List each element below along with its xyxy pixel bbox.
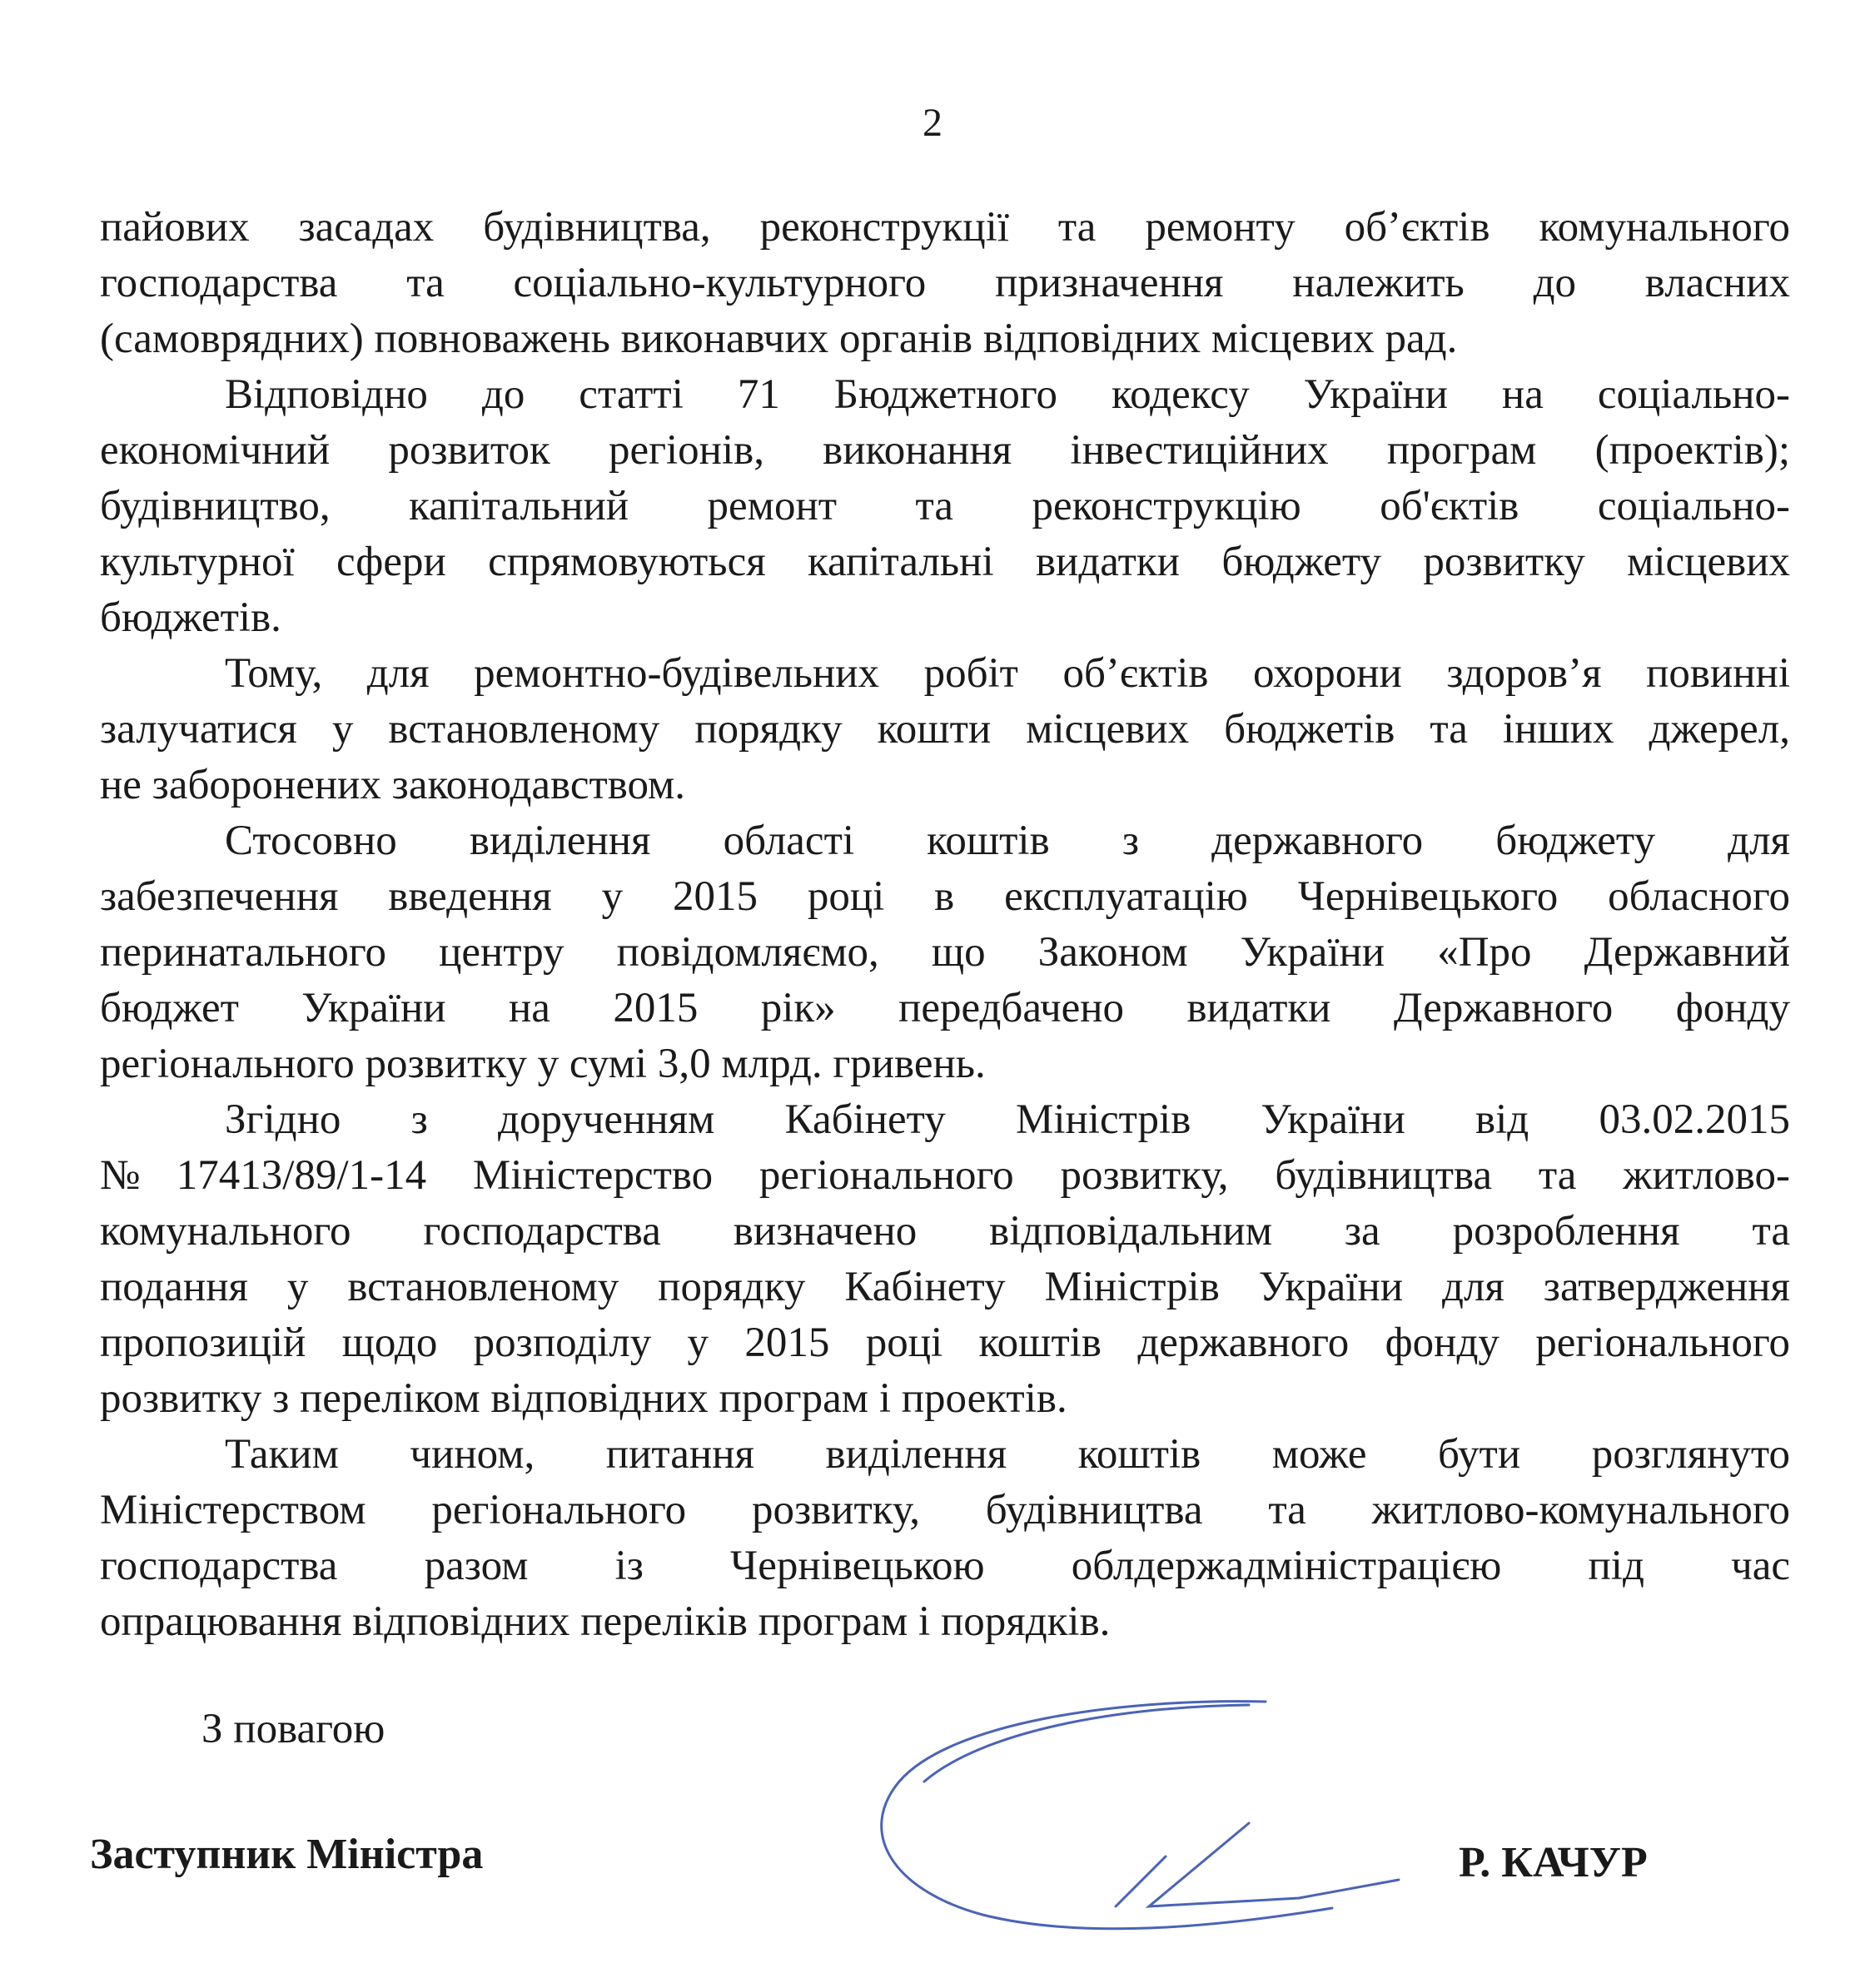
text-line: Відповідно до статті 71 Бюджетного кодексу України на соціально- [225, 371, 1790, 418]
text-line: Згідно з дорученням Кабінету Міністрів України від 03.02.2015 [225, 1096, 1790, 1143]
text-line: господарства разом із Чернівецькою облдержадміністрацією під час [100, 1543, 1790, 1589]
text-line: Таким чином, питання виділення коштів може бути розглянуто [225, 1431, 1790, 1478]
text-line: пайових засадах будівництва, реконструкції та ремонту об’єктів комунального [100, 204, 1790, 251]
paragraph [100, 646, 1790, 813]
paragraph [100, 1427, 1790, 1650]
text-line: опрацювання відповідних переліків програм і порядків. [100, 1598, 1111, 1645]
text-line: Стосовно виділення області коштів з державного бюджету для [225, 818, 1790, 864]
text-line: Тому, для ремонтно-будівельних робіт об’єктів охорони здоров’я повинні [225, 650, 1790, 697]
text-line: бюджет України на 2015 рік» передбачено видатки Державного фонду [100, 985, 1790, 1031]
letter-body [100, 200, 1790, 1650]
closing-greeting: З повагою [201, 1706, 385, 1752]
text-line: культурної сфери спрямовуються капітальні видатки бюджету розвитку місцевих [100, 539, 1790, 585]
text-line: перинатального центру повідомляємо, що Законом України «Про Державний [100, 929, 1790, 976]
text-line: комунального господарства визначено відповідальним за розроблення та [100, 1208, 1790, 1255]
text-line: розвитку з переліком відповідних програм і проектів. [100, 1375, 1067, 1422]
text-line: не заборонених законодавством. [100, 762, 686, 808]
text-line: пропозицій щодо розподілу у 2015 році коштів державного фонду регіонального [100, 1320, 1790, 1366]
text-line: будівництво, капітальний ремонт та реконструкцію об'єктів соціально- [100, 483, 1790, 529]
text-line: економічний розвиток регіонів, виконання інвестиційних програм (проектів); [100, 427, 1790, 474]
text-line: забезпечення введення у 2015 році в експлуатацію Чернівецького обласного [100, 873, 1790, 920]
paragraph [100, 1092, 1790, 1427]
text-line: подання у встановленому порядку Кабінету Міністрів України для затвердження [100, 1264, 1790, 1310]
text-line: №17413/89/1-14 Міністерство регіонального розвитку, будівництва та житлово- [100, 1152, 1790, 1199]
paragraph [100, 813, 1790, 1092]
paragraph [100, 200, 1790, 367]
page-number: 2 [923, 101, 942, 145]
text-line: залучатися у встановленому порядку кошти місцевих бюджетів та інших джерел, [100, 706, 1790, 753]
handwritten-signature [866, 1690, 1415, 1940]
text-line: (самоврядних) повноважень виконавчих органів відповідних місцевих рад. [100, 316, 1458, 362]
text-line: бюджетів. [100, 594, 281, 641]
signatory-name: Р. КАЧУР [1459, 1839, 1648, 1886]
paragraph [100, 367, 1790, 646]
text-line: регіонального розвитку у сумі 3,0 млрд. гривень. [100, 1041, 986, 1087]
text-line: господарства та соціально-культурного призначення належить до власних [100, 260, 1790, 306]
signatory-position: Заступник Міністра [90, 1831, 484, 1878]
text-line: Міністерством регіонального розвитку, будівництва та житлово-комунального [100, 1487, 1790, 1533]
